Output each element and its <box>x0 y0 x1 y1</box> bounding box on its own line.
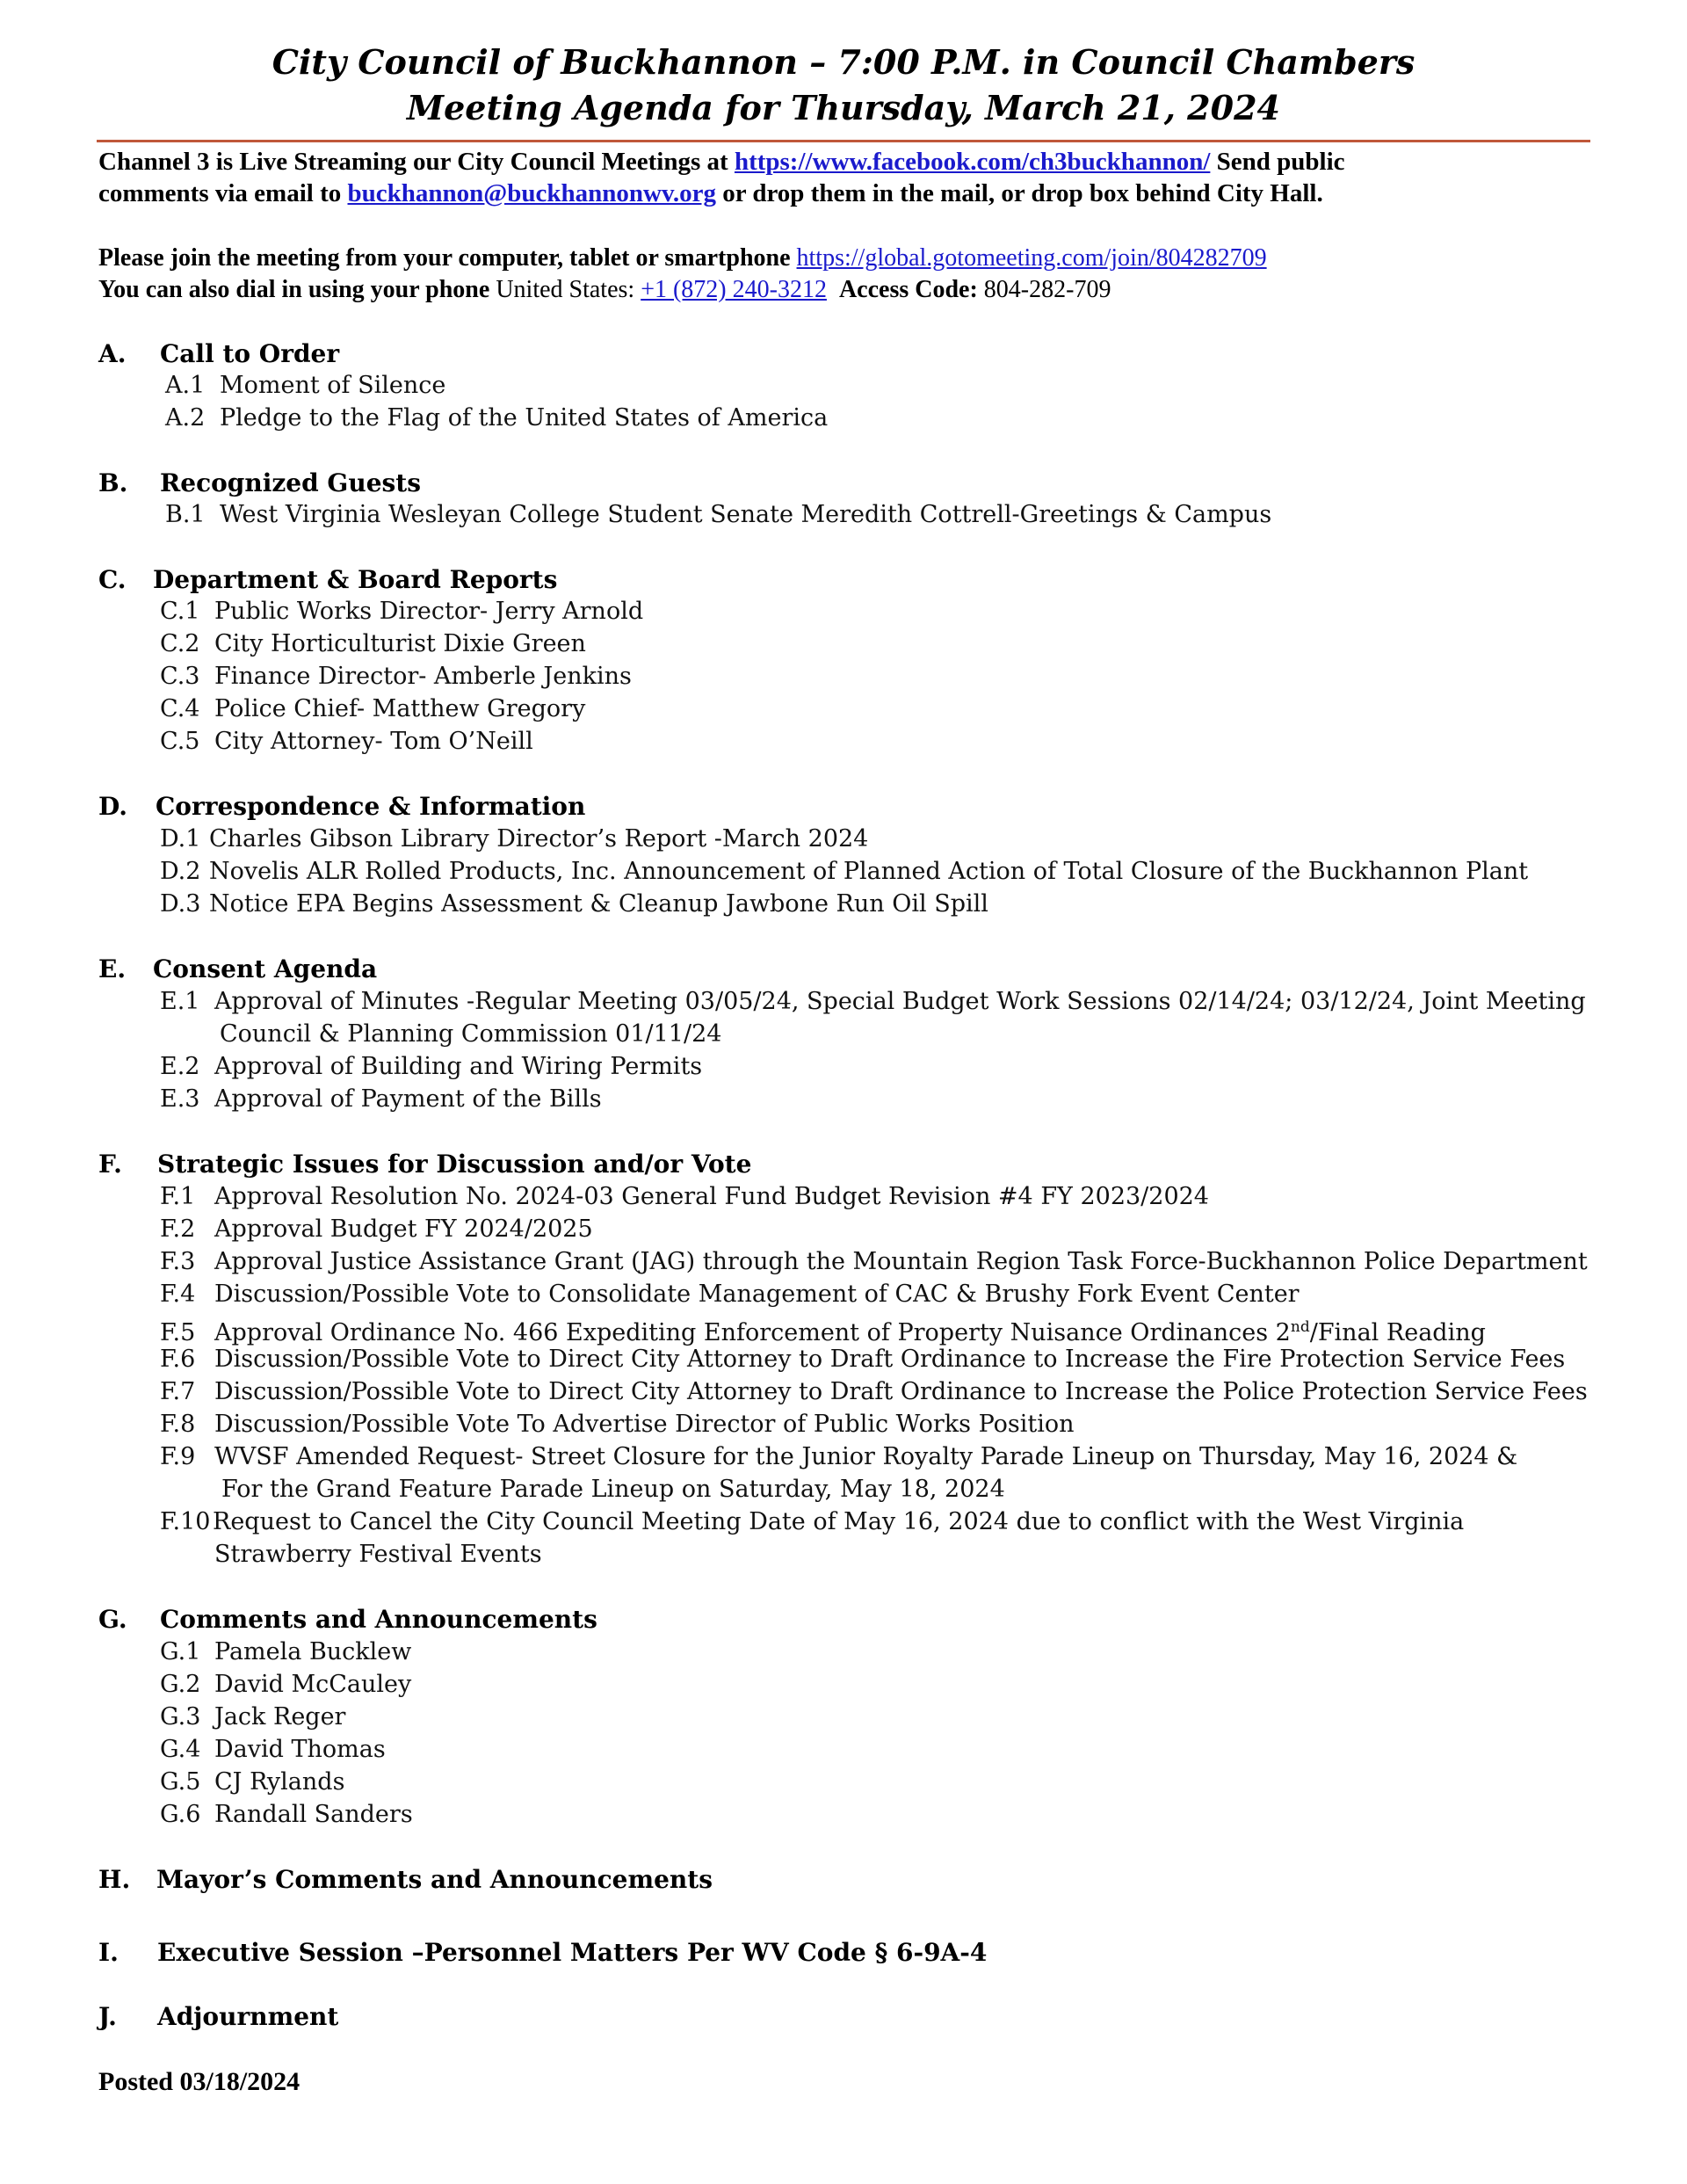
item-text: Public Works Director- Jerry Arnold <box>214 598 644 625</box>
join-meeting-label: Please join the meeting from your computer, tablet or smartphone <box>98 244 797 272</box>
item-text: West Virginia Wesleyan College Student Senate Meredith Cottrell-Greetings & Campus <box>220 501 1272 528</box>
agenda-item-f9 <box>160 1441 1517 1473</box>
item-text: Approval Resolution No. 2024-03 General Fund Budget Revision #4 FY 2023/2024 <box>214 1183 1209 1210</box>
item-text: WVSF Amended Request- Street Closure for the Junior Royalty Parade Lineup on Thursday, May 16, 2024 & <box>214 1443 1518 1470</box>
agenda-item-e1 <box>160 986 1586 1018</box>
item-number: C.1 <box>160 598 200 625</box>
item-text: Notice EPA Begins Assessment & Cleanup Jawbone Run Oil Spill <box>209 890 988 918</box>
agenda-item-g1 <box>160 1636 411 1668</box>
item-number: F.1 <box>160 1183 196 1210</box>
posted-date: Posted 03/18/2024 <box>98 2067 300 2096</box>
agenda-item-d1 <box>160 824 868 855</box>
agenda-item-g5 <box>160 1767 344 1798</box>
agenda-item-c3 <box>160 661 632 693</box>
section-e-letter: E. <box>98 954 127 983</box>
item-text: City Attorney- Tom O’Neill <box>214 728 533 755</box>
item-text: Charles Gibson Library Director’s Report -March 2024 <box>209 825 869 853</box>
section-b-letter: B. <box>98 468 128 497</box>
agenda-item-a1 <box>165 370 445 402</box>
access-code-label: Access Code: <box>838 276 978 303</box>
gotomeeting-link[interactable]: https://global.gotomeeting.com/join/804282709 <box>796 244 1267 272</box>
section-h-title: Mayor’s Comments and Announcements <box>156 1865 713 1894</box>
item-number: F.5 <box>160 1319 196 1346</box>
section-b-title: Recognized Guests <box>160 468 421 497</box>
dial-in-country: United States: <box>496 276 641 303</box>
section-d-title: Correspondence & Information <box>156 792 586 821</box>
item-text: Approval of Building and Wiring Permits <box>214 1053 703 1080</box>
agenda-item-g6 <box>160 1799 413 1831</box>
agenda-item-g3 <box>160 1701 345 1733</box>
section-a-letter: A. <box>98 339 127 368</box>
item-text: Jack Reger <box>214 1703 346 1731</box>
item-number: G.6 <box>160 1801 201 1828</box>
item-text: Approval Justice Assistance Grant (JAG) through the Mountain Region Task Force-Buckhannon Police Department <box>214 1248 1588 1275</box>
agenda-item-f6 <box>160 1344 1565 1375</box>
agenda-item-c1 <box>160 596 643 628</box>
item-text: Police Chief- Matthew Gregory <box>214 695 586 722</box>
agenda-item-c5 <box>160 726 533 758</box>
item-number: F.2 <box>160 1215 196 1243</box>
dial-in-label: You can also dial in using your phone <box>98 276 496 303</box>
item-text: Approval of Minutes -Regular Meeting 03/05/24, Special Budget Work Sessions 02/14/24; 03/12/24, Joint Meeting <box>214 988 1586 1015</box>
item-text: Approval Ordinance No. 466 Expediting Enforcement of Property Nuisance Ordinances 2nd/Final Reading <box>214 1318 1486 1346</box>
item-text: Novelis ALR Rolled Products, Inc. Announcement of Planned Action of Total Closure of the Buckhannon Plant <box>209 858 1529 885</box>
item-text: Request to Cancel the City Council Meeting Date of May 16, 2024 due to conflict with the West Virginia <box>213 1508 1465 1535</box>
item-text: David McCauley <box>214 1671 412 1698</box>
section-g-title: Comments and Announcements <box>160 1605 597 1634</box>
item-number: C.4 <box>160 695 200 722</box>
agenda-item-f1 <box>160 1181 1209 1213</box>
item-text: Discussion/Possible Vote to Direct City Attorney to Draft Ordinance to Increase the Fire Protection Service Fees <box>214 1346 1566 1373</box>
item-number: F.9 <box>160 1443 196 1470</box>
facebook-link[interactable]: https://www.facebook.com/ch3buckhannon/ <box>734 148 1211 176</box>
item-number: D.3 <box>160 890 201 918</box>
item-number: G.2 <box>160 1671 201 1698</box>
agenda-item-f4 <box>160 1279 1300 1310</box>
access-code-value: 804-282-709 <box>977 276 1111 303</box>
item-text: Discussion/Possible Vote to Consolidate Management of CAC & Brushy Fork Event Center <box>214 1281 1300 1308</box>
agenda-item-g4 <box>160 1734 386 1766</box>
agenda-item-d2 <box>160 856 1528 888</box>
item-number: F.7 <box>160 1378 196 1405</box>
agenda-title-line-2: Meeting Agenda for Thursday, March 21, 2024 <box>407 88 1280 127</box>
agenda-title-line-1: City Council of Buckhannon – 7:00 P.M. in Council Chambers <box>272 42 1415 82</box>
section-j-letter: J. <box>98 2002 117 2031</box>
agenda-item-f10-continued: Strawberry Festival Events <box>214 1541 542 1568</box>
item-number: G.3 <box>160 1703 201 1731</box>
comments-notice-tail: or drop them in the mail, or drop box behind City Hall. <box>715 179 1323 207</box>
item-number: E.1 <box>160 988 200 1015</box>
item-number: E.2 <box>160 1053 200 1080</box>
item-text: Pledge to the Flag of the United States of America <box>220 404 829 432</box>
join-meeting-line <box>98 243 1267 274</box>
section-g-letter: G. <box>98 1605 127 1634</box>
section-a-title: Call to Order <box>160 339 340 368</box>
item-text: Discussion/Possible Vote to Direct City Attorney to Draft Ordinance to Increase the Police Protection Service Fees <box>214 1378 1588 1405</box>
section-f-letter: F. <box>98 1150 122 1179</box>
item-number: C.2 <box>160 630 200 657</box>
agenda-item-f7 <box>160 1376 1588 1408</box>
item-number: A.1 <box>165 372 206 399</box>
section-i-letter: I. <box>98 1938 119 1967</box>
livestream-notice-line-2 <box>98 178 1323 209</box>
item-text: CJ Rylands <box>214 1768 345 1796</box>
agenda-item-e2 <box>160 1051 702 1083</box>
agenda-item-d3 <box>160 889 988 920</box>
item-number: C.3 <box>160 663 200 690</box>
agenda-item-c2 <box>160 628 586 660</box>
item-text: City Horticulturist Dixie Green <box>214 630 586 657</box>
item-text: Finance Director- Amberle Jenkins <box>214 663 632 690</box>
comments-notice-text: comments via email to <box>98 179 348 207</box>
agenda-item-b1 <box>165 499 1271 531</box>
item-number: D.1 <box>160 825 201 853</box>
section-j-title: Adjournment <box>157 2002 339 2031</box>
agenda-item-f8 <box>160 1409 1075 1440</box>
section-e-title: Consent Agenda <box>153 954 378 983</box>
section-c-letter: C. <box>98 565 127 594</box>
email-link[interactable]: buckhannon@buckhannonwv.org <box>347 179 716 207</box>
dial-in-phone-link[interactable]: +1 (872) 240-3212 <box>641 276 827 303</box>
item-text: Pamela Bucklew <box>214 1638 412 1665</box>
item-number: F.10 <box>160 1508 211 1535</box>
item-number: D.2 <box>160 858 201 885</box>
item-text: David Thomas <box>214 1736 386 1763</box>
agenda-item-f2 <box>160 1214 593 1245</box>
livestream-notice-line-1 <box>98 146 1345 178</box>
item-text: Discussion/Possible Vote To Advertise Director of Public Works Position <box>214 1411 1075 1438</box>
agenda-item-e3 <box>160 1084 602 1115</box>
item-number: G.1 <box>160 1638 201 1665</box>
item-number: A.2 <box>165 404 206 432</box>
item-number: F.3 <box>160 1248 196 1275</box>
item-number: F.6 <box>160 1346 196 1373</box>
item-text: Moment of Silence <box>220 372 446 399</box>
item-number: G.5 <box>160 1768 201 1796</box>
item-text: Approval of Payment of the Bills <box>214 1085 602 1113</box>
section-h-letter: H. <box>98 1865 131 1894</box>
item-number: F.4 <box>160 1281 196 1308</box>
livestream-notice-tail: Send public <box>1210 148 1345 176</box>
item-number: E.3 <box>160 1085 200 1113</box>
section-c-title: Department & Board Reports <box>153 565 558 594</box>
item-number: B.1 <box>165 501 206 528</box>
item-number: F.8 <box>160 1411 196 1438</box>
dial-in-line <box>98 274 1111 306</box>
section-f-title: Strategic Issues for Discussion and/or Vote <box>157 1150 752 1179</box>
livestream-notice-text: Channel 3 is Live Streaming our City Council Meetings at <box>98 148 735 176</box>
item-text: Approval Budget FY 2024/2025 <box>214 1215 593 1243</box>
item-number: C.5 <box>160 728 200 755</box>
agenda-item-f10 <box>160 1506 1464 1538</box>
item-number: G.4 <box>160 1736 201 1763</box>
agenda-item-g2 <box>160 1669 411 1701</box>
agenda-item-f3 <box>160 1246 1588 1278</box>
header-divider <box>97 140 1590 142</box>
agenda-item-f9-continued: For the Grand Feature Parade Lineup on Saturday, May 18, 2024 <box>221 1476 1005 1503</box>
item-text: Randall Sanders <box>214 1801 413 1828</box>
agenda-item-c4 <box>160 693 585 725</box>
section-d-letter: D. <box>98 792 128 821</box>
section-i-title: Executive Session –Personnel Matters Per WV Code § 6-9A-4 <box>157 1938 988 1967</box>
agenda-item-e1-continued: Council & Planning Commission 01/11/24 <box>220 1020 722 1048</box>
agenda-item-a2 <box>165 403 828 434</box>
